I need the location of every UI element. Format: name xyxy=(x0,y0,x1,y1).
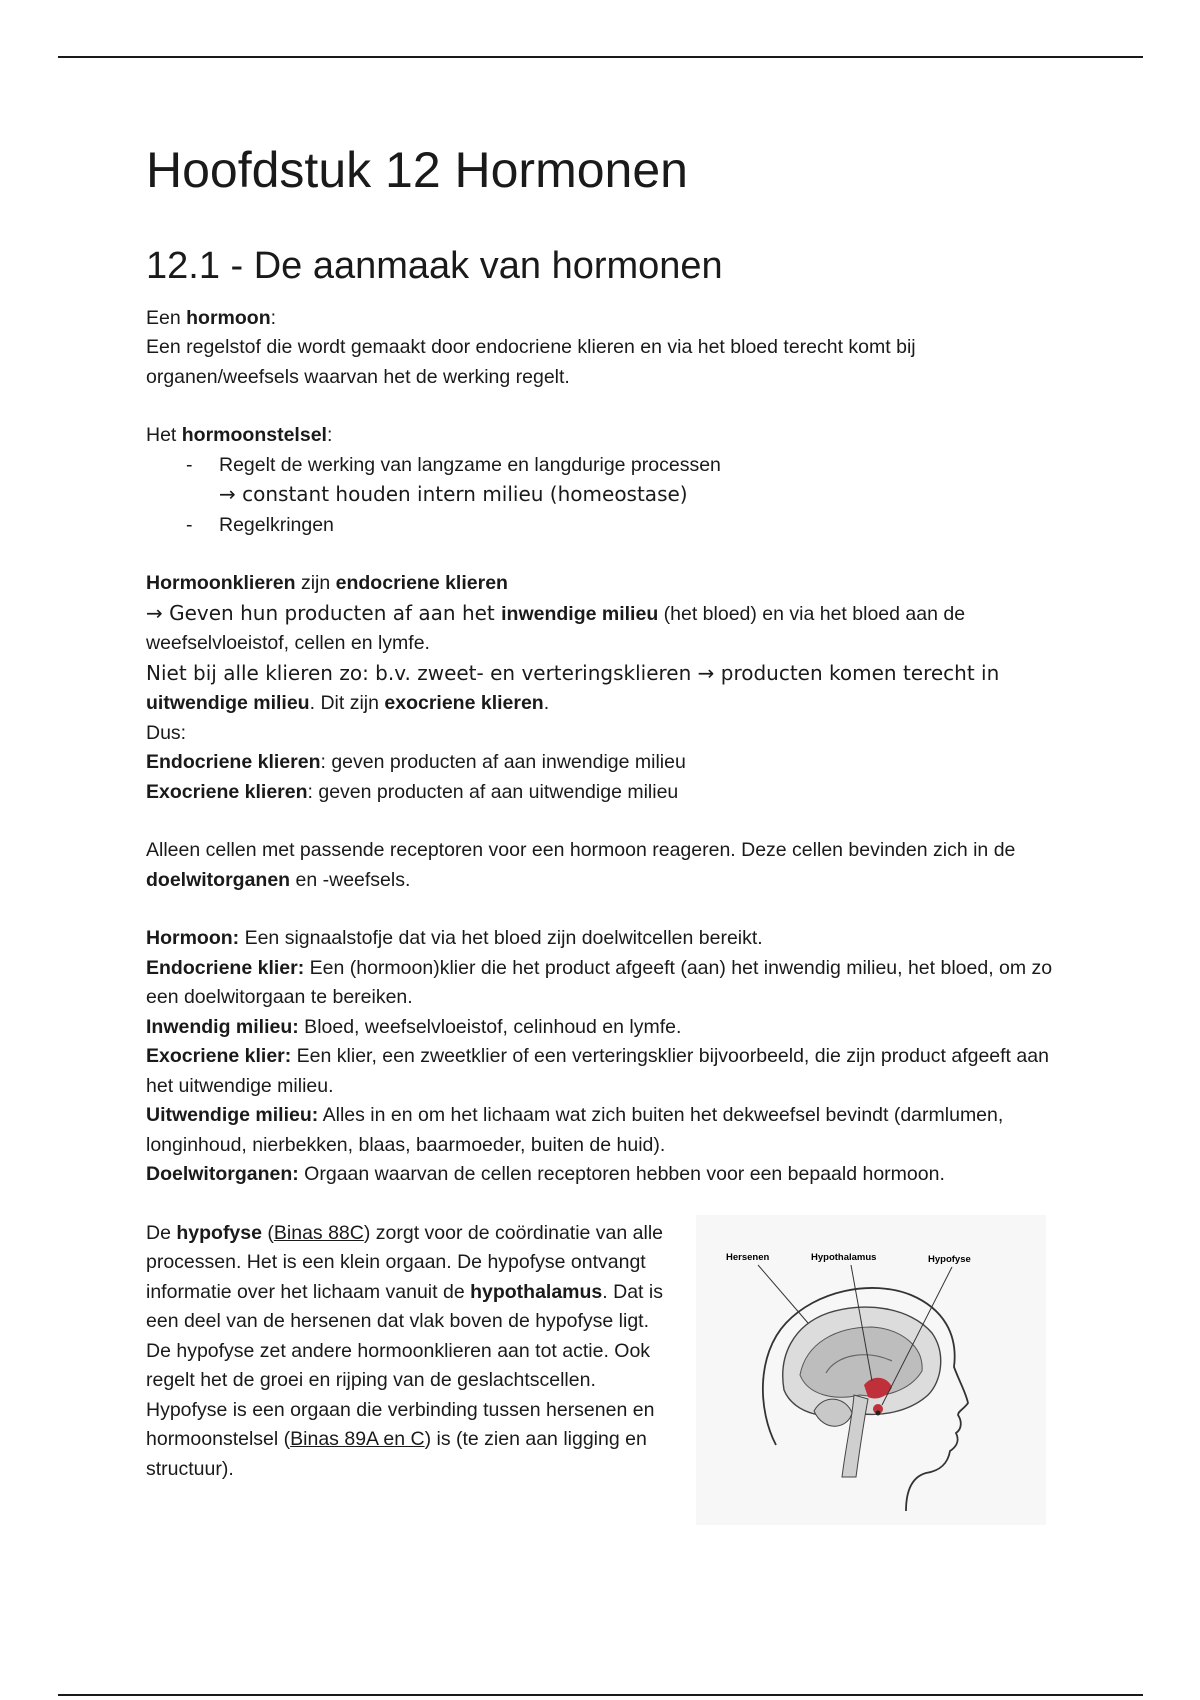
definitions-list xyxy=(146,924,1066,1190)
definition-item: Exocriene klier: Een klier, een zweetklier of een verteringsklier bijvoorbeeld, die zijn product afgeeft aan het uitwendige milieu. xyxy=(146,1045,1049,1097)
stelsel-heading: Het hormoonstelsel: xyxy=(146,424,333,447)
hormoon-heading: Een hormoon: xyxy=(146,306,277,329)
hypofyse-actie: De hypofyse zet andere hormoonklieren aan tot actie. Ook regelt het de groei en rijping van de geslachtscellen. xyxy=(146,1339,651,1392)
receptoren-paragraph: Alleen cellen met passende receptoren voor een hormoon reageren. Deze cellen bevinden zich in de doelwitorganen en -weefsels. xyxy=(146,839,1016,891)
top-rule xyxy=(58,56,1143,58)
klieren-arrow-paragraph: → Geven hun producten af aan het inwendige milieu (het bloed) en via het bloed aan de weefselvloeistof, cellen en lymfe. xyxy=(146,600,966,655)
klieren-niet-paragraph: Niet bij alle klieren zo: b.v. zweet- en verteringsklieren → producten komen terecht in uitwendige milieu. Dit zijn exocriene klieren. xyxy=(146,660,1000,715)
hypofyse-paragraph: De hypofyse (Binas 88C) zorgt voor de coördinatie van alle processen. Het is een klein orgaan. De hypofyse ontvangt informatie over het lichaam vanuit de hypothalamus. Dat is een deel van de hersenen dat vlak boven de hypofyse ligt. xyxy=(146,1221,664,1333)
definition-item: Uitwendige milieu: Alles in en om het lichaam wat zich buiten het dekweefsel bevindt (darmlumen, longinhoud, nierbekken, blaas, baarmoeder, buiten de huid). xyxy=(146,1104,1004,1156)
hormoon-definition: Een regelstof die wordt gemaakt door endocriene klieren en via het bloed terecht komt bij organen/weefsels waarvan het de werking regelt. xyxy=(146,336,916,388)
definition-item: Inwendig milieu: Bloed, weefselvloeistof, celinhoud en lymfe. xyxy=(146,1015,682,1038)
list-item: - Regelkringen xyxy=(186,511,1066,541)
endocriene-line: Endocriene klieren: geven producten af aan inwendige milieu xyxy=(146,751,686,774)
stelsel-list xyxy=(146,451,1066,541)
section-title: 12.1 - De aanmaak van hormonen xyxy=(146,245,723,287)
bottom-rule xyxy=(58,1694,1143,1696)
hypofyse-text xyxy=(146,1219,686,1485)
definition-item: Doelwitorganen: Orgaan waarvan de cellen receptoren hebben voor een bepaald hormoon. xyxy=(146,1163,945,1186)
label-hypofyse: Hypofyse xyxy=(928,1253,971,1265)
chapter-title: Hoofdstuk 12 Hormonen xyxy=(146,142,688,198)
definition-item: Endocriene klier: Een (hormoon)klier die het product afgeeft (aan) het inwendig milieu, het bloed, om zo een doelwitorgaan te bereiken. xyxy=(146,956,1053,1009)
definition-item: Hormoon: Een signaalstofje dat via het bloed zijn doelwitcellen bereikt. xyxy=(146,927,763,950)
label-hersenen: Hersenen xyxy=(726,1251,770,1263)
label-hypothalamus: Hypothalamus xyxy=(811,1251,877,1263)
klieren-heading: Hormoonklieren zijn endocriene klieren xyxy=(146,572,508,595)
binas-88c-link[interactable]: Binas 88C xyxy=(273,1221,364,1244)
document-body xyxy=(146,140,1066,1484)
dus-label: Dus: xyxy=(146,721,187,744)
brain-diagram xyxy=(696,1215,1046,1525)
list-item: - Regelt de werking van langzame en langdurige processen → constant houden intern milieu (homeostase) xyxy=(186,451,1066,511)
hypofyse-verbinding: Hypofyse is een orgaan die verbinding tussen hersenen en hormoonstelsel (Binas 89A en C) is (te zien aan ligging en structuur). xyxy=(146,1398,655,1480)
exocriene-line: Exocriene klieren: geven producten af aan uitwendige milieu xyxy=(146,780,679,803)
binas-89a-link[interactable]: Binas 89A en C xyxy=(290,1428,425,1451)
hypofyse-section xyxy=(146,1219,1066,1485)
